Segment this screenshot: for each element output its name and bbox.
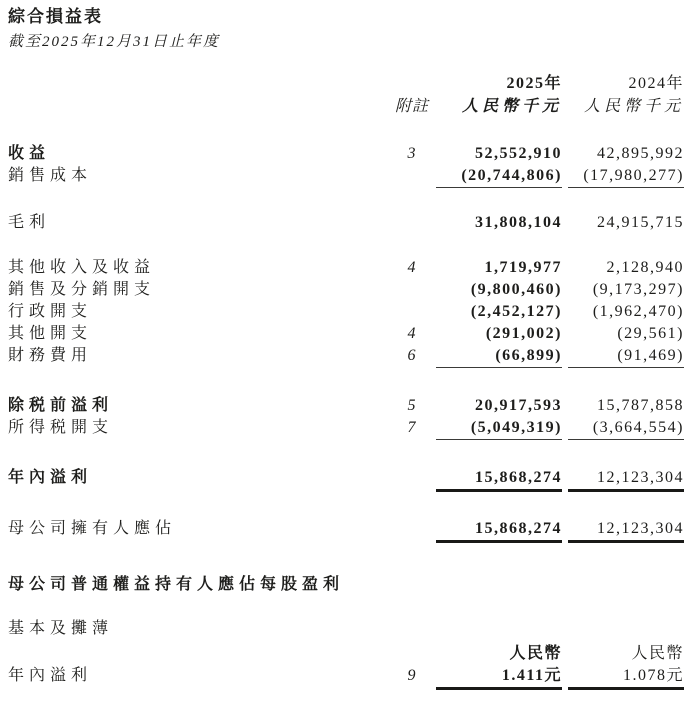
value-2024: (29,561) xyxy=(617,325,684,342)
value-2024: (91,469) xyxy=(617,347,684,364)
value-2025: (291,002) xyxy=(485,325,562,342)
row-label: 其他開支 xyxy=(8,325,93,342)
value-2024: 1.078元 xyxy=(622,667,684,684)
value-2025: (66,899) xyxy=(495,347,562,364)
table-row-finance-costs xyxy=(8,345,684,367)
table-row-revenue xyxy=(8,143,684,165)
table-row-gross-profit xyxy=(8,212,684,234)
subtotal-rule xyxy=(8,187,684,192)
column-header-years xyxy=(8,73,684,95)
subtotal-rule xyxy=(8,367,684,372)
table-row-other-expenses xyxy=(8,323,684,345)
column-header-notes: 附註 xyxy=(394,98,429,115)
table-row-other-income xyxy=(8,257,684,279)
note-ref: 6 xyxy=(407,347,417,364)
value-2024: 42,895,992 xyxy=(597,145,684,162)
value-2024: (3,664,554) xyxy=(592,419,684,436)
row-label: 財務費用 xyxy=(8,347,93,364)
row-label: 基本及攤薄 xyxy=(8,620,114,637)
row-label: 收益 xyxy=(8,145,51,162)
note-ref: 3 xyxy=(407,145,417,162)
table-row-eps-profit-for-year xyxy=(8,665,684,687)
note-ref: 9 xyxy=(407,667,417,684)
page-title: 綜合損益表 xyxy=(8,7,103,26)
value-2025: 20,917,593 xyxy=(475,397,562,414)
column-header-units xyxy=(8,96,684,118)
row-label: 年內溢利 xyxy=(8,667,93,684)
value-2025: 15,868,274 xyxy=(475,469,562,486)
note-ref: 4 xyxy=(407,325,417,342)
section-heading-eps xyxy=(8,574,684,596)
total-rule xyxy=(8,687,684,695)
table-row-basic-and-diluted xyxy=(8,618,684,640)
currency-2024: 人民幣 xyxy=(631,645,684,662)
currency-2025: 人民幣 xyxy=(509,645,562,662)
value-2024: 15,787,858 xyxy=(597,397,684,414)
table-row-income-tax xyxy=(8,417,684,439)
table-row-attributable-to-owners xyxy=(8,518,684,540)
value-2024: 2,128,940 xyxy=(606,259,684,276)
column-header-2025: 2025年 xyxy=(506,75,562,92)
value-2024: (17,980,277) xyxy=(583,167,684,184)
table-row-selling-expenses xyxy=(8,279,684,301)
row-label: 銷售成本 xyxy=(8,167,93,184)
value-2024: 12,123,304 xyxy=(597,520,684,537)
row-label: 年內溢利 xyxy=(8,469,93,486)
column-header-2024: 2024年 xyxy=(628,75,684,92)
value-2025: (9,800,460) xyxy=(470,281,562,298)
note-ref: 4 xyxy=(407,259,417,276)
value-2025: (2,452,127) xyxy=(470,303,562,320)
table-row-profit-for-year xyxy=(8,467,684,489)
value-2025: (5,049,319) xyxy=(470,419,562,436)
total-rule xyxy=(8,540,684,548)
table-row-cost-of-sales xyxy=(8,165,684,187)
table-row-admin-expenses xyxy=(8,301,684,323)
column-header-unit-2024: 人民幣千元 xyxy=(583,98,684,115)
total-rule xyxy=(8,489,684,497)
row-label: 其他收入及收益 xyxy=(8,259,156,276)
table-row-profit-before-tax xyxy=(8,395,684,417)
subtotal-rule xyxy=(8,439,684,444)
value-2024: 24,915,715 xyxy=(597,214,684,231)
column-header-unit-2025: 人民幣千元 xyxy=(461,98,562,115)
value-2024: (9,173,297) xyxy=(592,281,684,298)
row-label: 行政開支 xyxy=(8,303,93,320)
eps-currency-header xyxy=(8,643,684,665)
row-label: 銷售及分銷開支 xyxy=(8,281,156,298)
value-2024: (1,962,470) xyxy=(592,303,684,320)
value-2025: 31,808,104 xyxy=(475,214,562,231)
value-2024: 12,123,304 xyxy=(597,469,684,486)
value-2025: 1,719,977 xyxy=(484,259,562,276)
period-subtitle: 截至2025年12月31日止年度 xyxy=(8,34,221,50)
row-label: 母公司普通權益持有人應佔每股盈利 xyxy=(8,576,345,593)
row-label: 母公司擁有人應佔 xyxy=(8,520,177,537)
row-label: 毛利 xyxy=(8,214,51,231)
row-label: 所得税開支 xyxy=(8,419,114,436)
value-2025: 15,868,274 xyxy=(475,520,562,537)
value-2025: (20,744,806) xyxy=(461,167,562,184)
value-2025: 52,552,910 xyxy=(475,145,562,162)
row-label: 除税前溢利 xyxy=(8,397,114,414)
value-2025: 1.411元 xyxy=(501,667,562,684)
note-ref: 7 xyxy=(407,419,417,436)
note-ref: 5 xyxy=(407,397,417,414)
